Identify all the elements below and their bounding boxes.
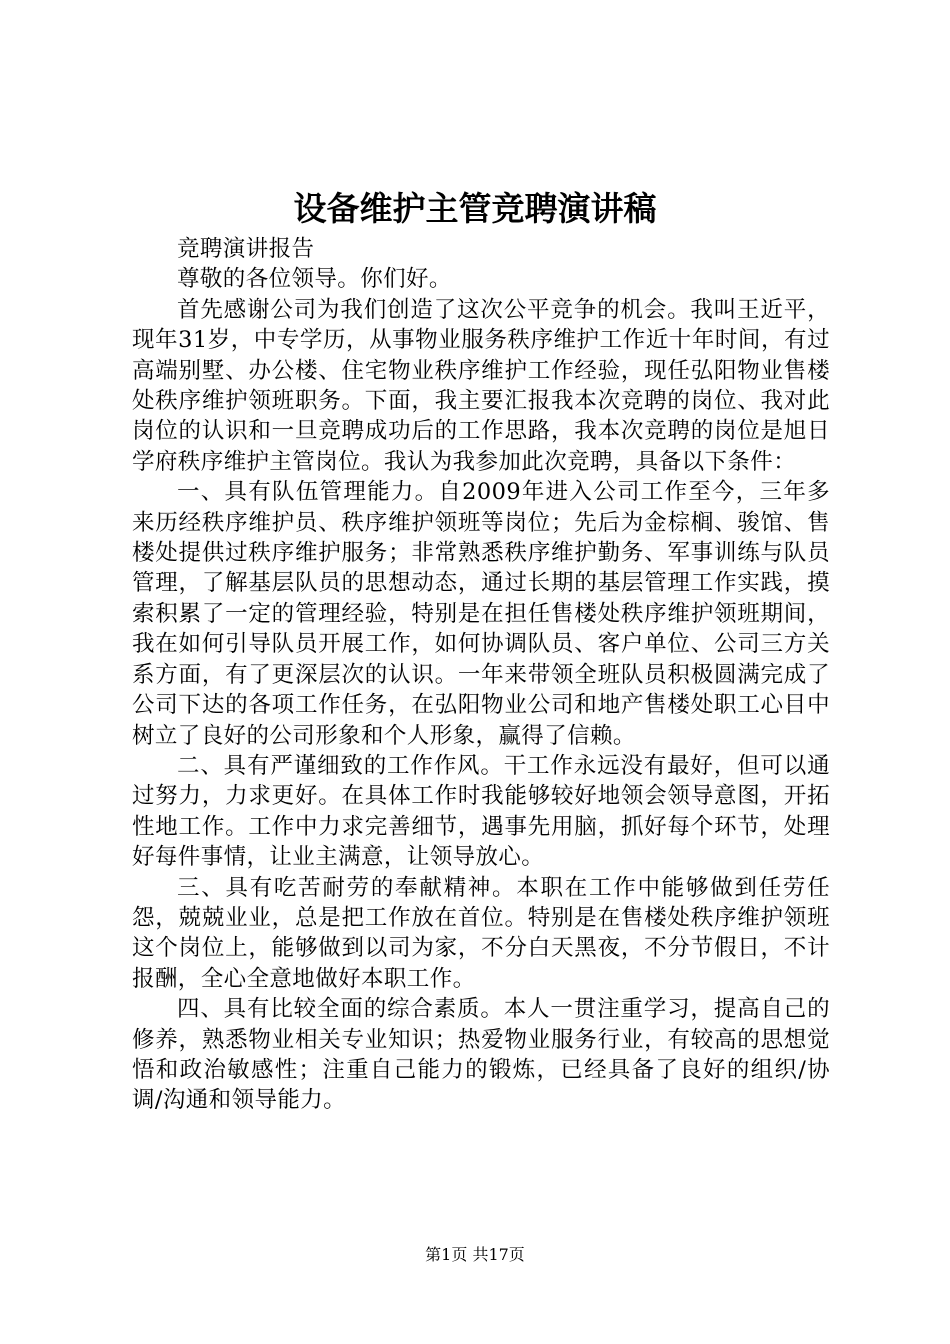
paragraph-qualification-4: 四、具有比较全面的综合素质。本人一贯注重学习，提高自己的修养，熟悉物业相关专业知识；热爱物业服务行业，有较高的思想觉悟和政治敏感性；注重自己能力的锻炼，已经具备了良好的组织/协调/沟通和领导能力。 (132, 996, 830, 1114)
paragraph-heading: 竞聘演讲报告 (177, 236, 315, 262)
document-body (132, 234, 830, 1116)
page-number-footer: 第1页 共17页 (425, 1245, 525, 1264)
paragraph-qualification-1: 一、具有队伍管理能力。自2009年进入公司工作至今，三年多来历经秩序维护员、秩序维护领班等岗位；先后为金棕榈、骏馆、售楼处提供过秩序维护服务；非常熟悉秩序维护勤务、军事训练与队员管理，了解基层队员的思想动态，通过长期的基层管理工作实践，摸索积累了一定的管理经验，特别是在担任售楼处秩序维护领班期间，我在如何引导队员开展工作，如何协调队员、客户单位、公司三方关系方面，有了更深层次的认识。一年来带领全班队员积极圆满完成了公司下达的各项工作任务，在弘阳物业公司和地产售楼处职工心目中树立了良好的公司形象和个人形象，赢得了信赖。 (132, 479, 830, 749)
paragraph-salutation: 尊敬的各位领导。你们好。 (177, 266, 452, 293)
paragraph-introduction: 首先感谢公司为我们创造了这次公平竞争的机会。我叫王近平，现年31岁，中专学历，从事物业服务秩序维护工作近十年时间，有过高端别墅、办公楼、住宅物业秩序维护工作经验，现任弘阳物业售楼处秩序维护领班职务。下面，我主要汇报我本次竞聘的岗位、我对此岗位的认识和一旦竞聘成功后的工作思路，我本次竞聘的岗位是旭日学府秩序维护主管岗位。我认为我参加此次竞聘，具备以下条件： (132, 296, 830, 475)
document-title: 设备维护主管竞聘演讲稿 (293, 189, 657, 228)
paragraph-qualification-2: 二、具有严谨细致的工作作风。干工作永远没有最好，但可以通过努力，力求更好。在具体工作时我能够较好地领会领导意图，开拓性地工作。工作中力求完善细节，遇事先用脑，抓好每个环节，处理好每件事情，让业主满意，让领导放心。 (132, 752, 830, 871)
paragraph-qualification-3: 三、具有吃苦耐劳的奉献精神。本职在工作中能够做到任劳任怨，兢兢业业，总是把工作放在首位。特别是在售楼处秩序维护领班这个岗位上，能够做到以司为家，不分白天黑夜，不分节假日，不计报酬，全心全意地做好本职工作。 (132, 874, 830, 992)
